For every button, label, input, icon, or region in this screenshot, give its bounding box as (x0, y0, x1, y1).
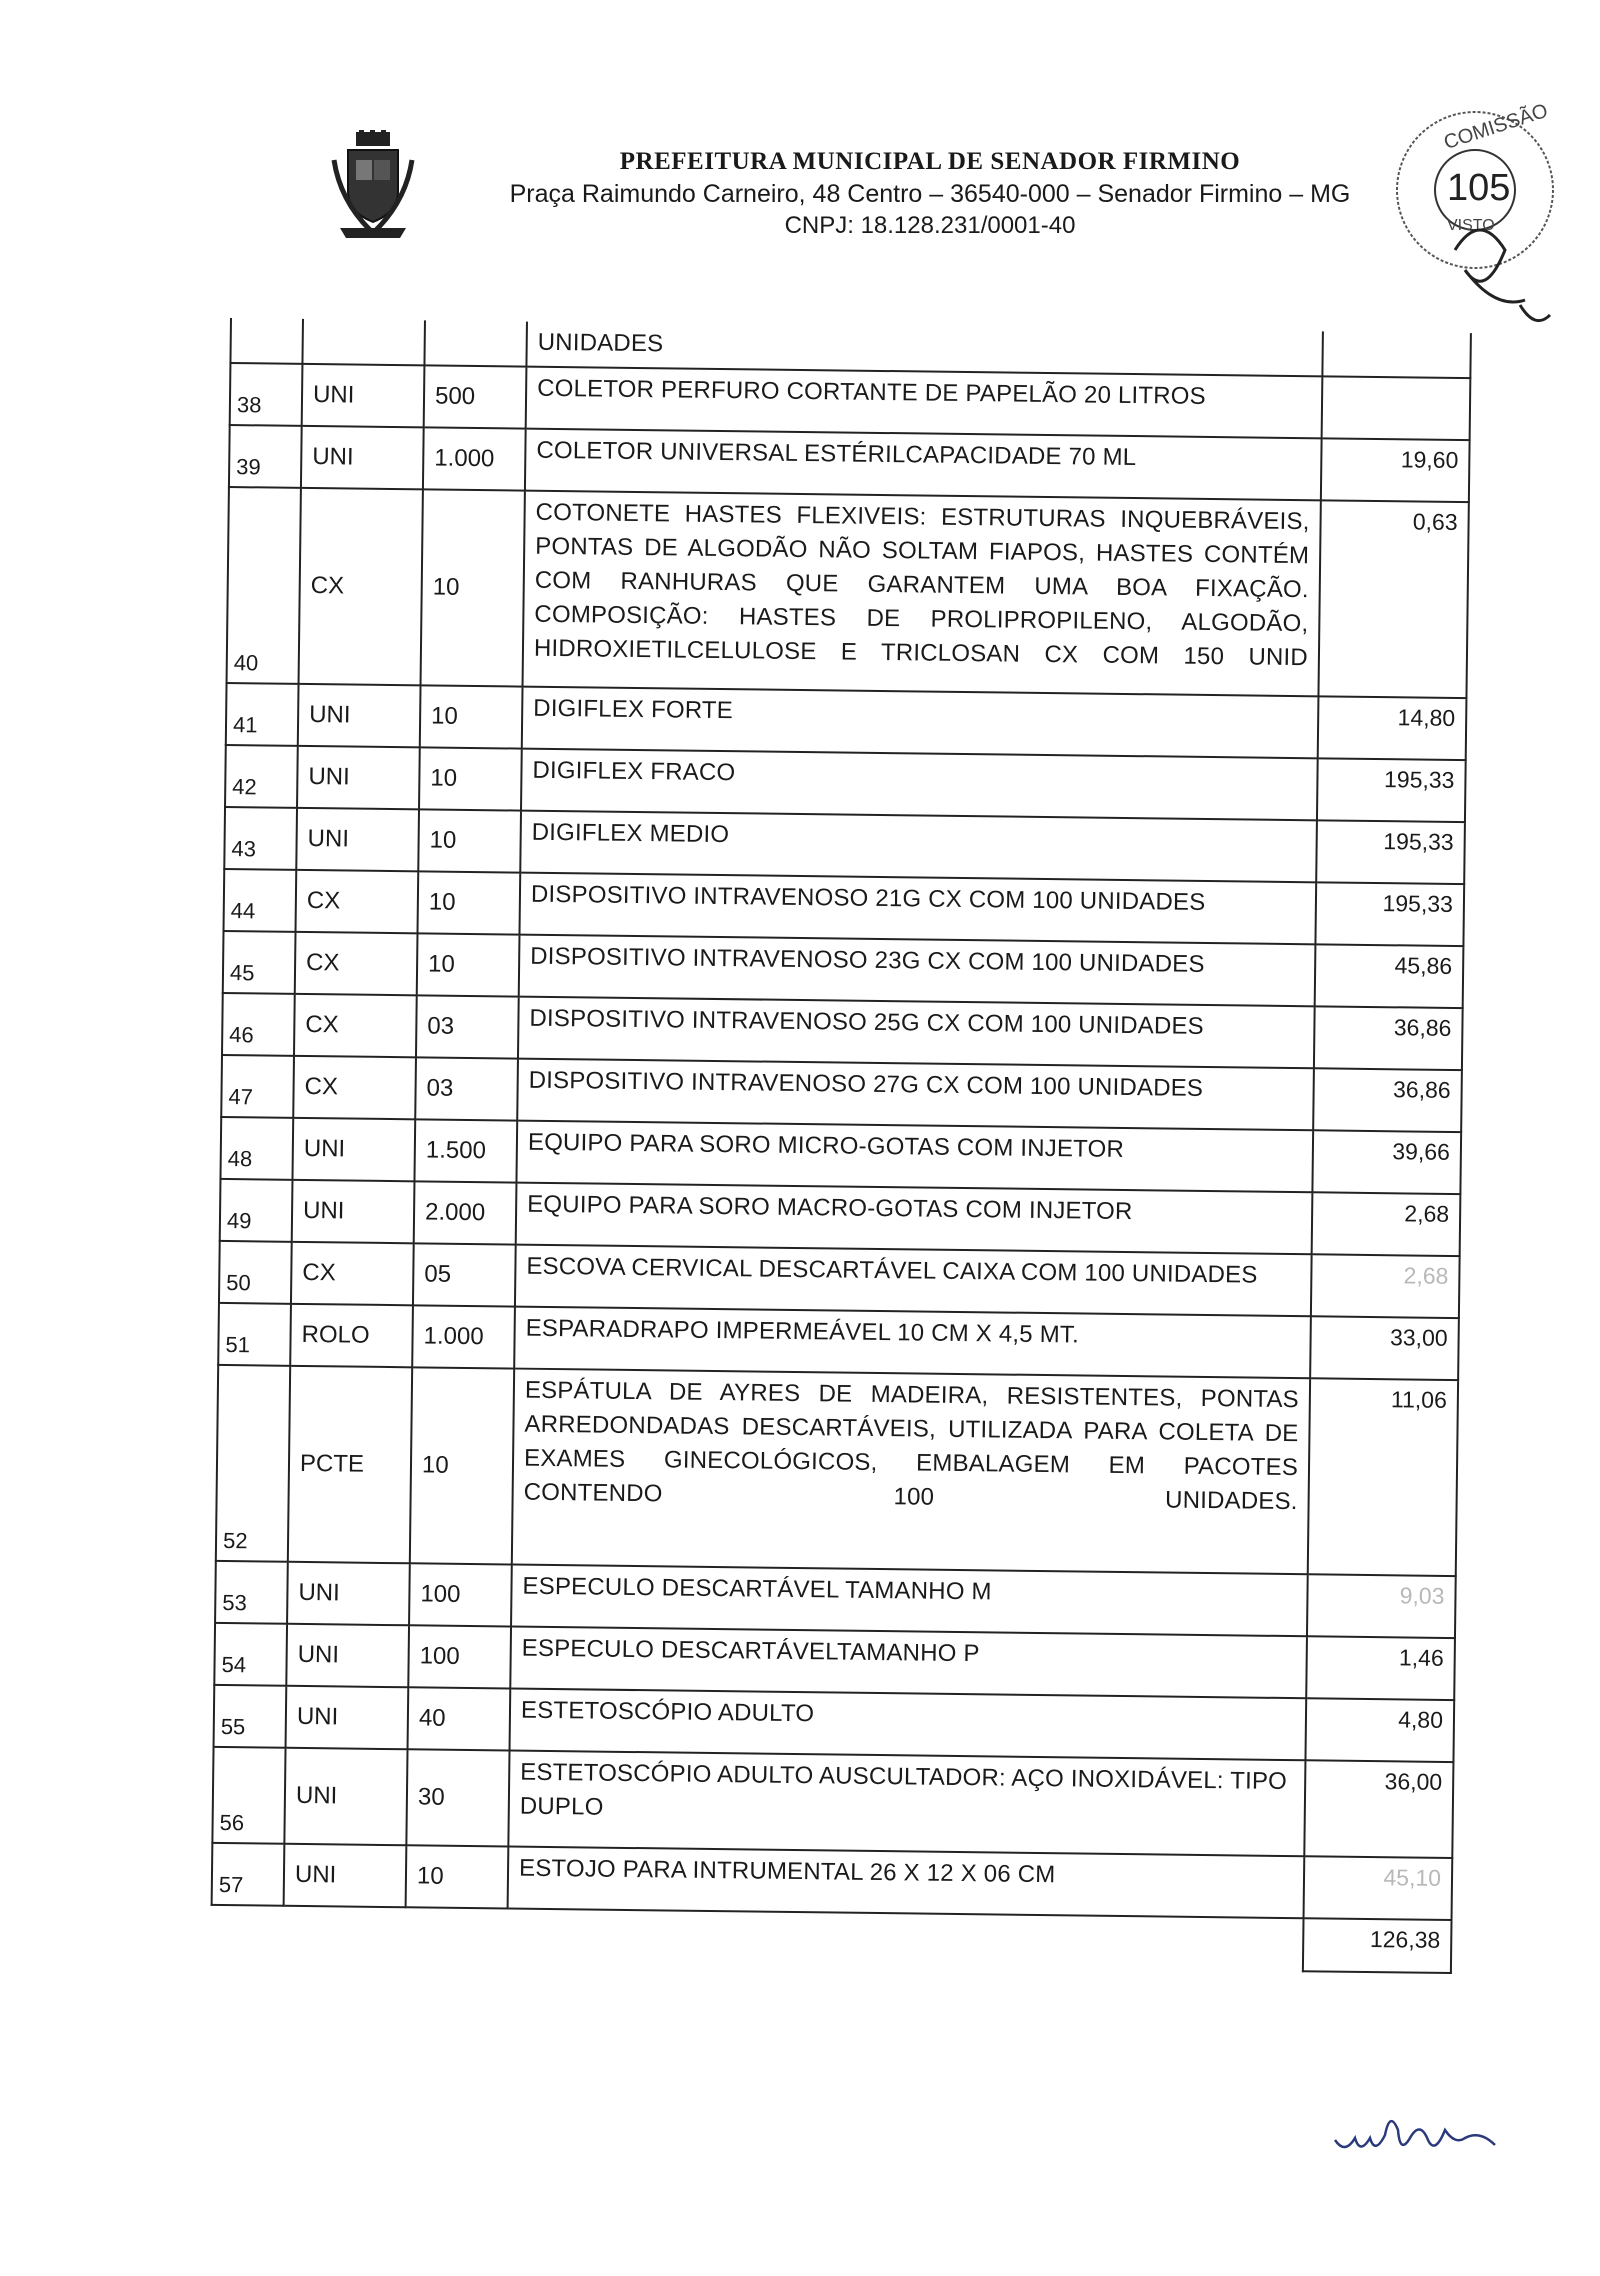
price-cell: 9,03 (1307, 1574, 1456, 1638)
price-cell: 195,33 (1316, 820, 1465, 884)
quantity-cell: 500 (424, 365, 527, 428)
continued-description: UNIDADES (526, 322, 1322, 377)
item-number: 41 (226, 683, 299, 746)
price-cell: 36,86 (1313, 1068, 1462, 1132)
item-number: 55 (214, 1685, 287, 1748)
description-cell: DIGIFLEX FORTE (522, 687, 1319, 759)
item-number: 45 (223, 931, 296, 994)
commission-stamp (1385, 100, 1565, 330)
stamp-label: COMISSÃO (1441, 100, 1551, 155)
unit-cell: UNI (302, 364, 425, 427)
table-row (216, 1365, 1458, 1576)
table-row (212, 1747, 1453, 1858)
quantity-cell: 10 (406, 1845, 509, 1908)
stamp-number: 105 (1447, 167, 1511, 209)
description-cell: ESTETOSCÓPIO ADULTO (510, 1689, 1307, 1761)
quantity-cell: 1.000 (423, 427, 526, 490)
item-number: 44 (224, 869, 297, 932)
items-table (210, 318, 1472, 1974)
price-cell: 33,00 (1310, 1316, 1459, 1380)
stamp-lower: VISTO (1447, 217, 1495, 234)
description-cell: ESCOVA CERVICAL DESCARTÁVEL CAIXA COM 100 UNIDADES (515, 1245, 1312, 1317)
unit-cell: UNI (301, 426, 424, 489)
cnpj-line: CNPJ: 18.128.231/0001-40 (784, 212, 1076, 239)
letterhead (0, 130, 1600, 260)
price-cell: 195,33 (1317, 758, 1466, 822)
description-cell: ESPECULO DESCARTÁVEL TAMANHO M (511, 1565, 1308, 1637)
item-number: 39 (229, 425, 302, 488)
price-cell: 2,68 (1312, 1192, 1461, 1256)
description-cell: COLETOR PERFURO CORTANTE DE PAPELÃO 20 LITROS (526, 367, 1323, 439)
unit-cell: UNI (297, 746, 420, 809)
description-cell: COLETOR UNIVERSAL ESTÉRILCAPACIDADE 70 ML (525, 429, 1322, 501)
unit-cell: UNI (292, 1180, 415, 1243)
item-number: 43 (224, 807, 297, 870)
item-number: 50 (219, 1241, 292, 1304)
price-cell: 11,06 (1308, 1378, 1458, 1576)
price-cell: 195,33 (1315, 882, 1464, 946)
quantity-cell: 10 (410, 1367, 514, 1564)
table-row (227, 487, 1469, 698)
unit-cell: UNI (296, 808, 419, 871)
description-cell: DISPOSITIVO INTRAVENOSO 23G CX COM 100 UNIDADES (519, 935, 1316, 1007)
item-number: 42 (225, 745, 298, 808)
description-cell: EQUIPO PARA SORO MICRO-GOTAS COM INJETOR (516, 1121, 1313, 1193)
price-cell: 4,80 (1305, 1698, 1454, 1762)
quantity-cell: 40 (408, 1687, 511, 1750)
item-number: 56 (212, 1747, 285, 1844)
unit-cell: UNI (286, 1624, 409, 1687)
municipality-title: PREFEITURA MUNICIPAL DE SENADOR FIRMINO (619, 148, 1241, 175)
unit-cell: CX (294, 994, 417, 1057)
item-number: 47 (221, 1055, 294, 1118)
description-cell: ESTETOSCÓPIO ADULTO AUSCULTADOR: AÇO INOXIDÁVEL: TIPO DUPLO (508, 1751, 1305, 1857)
signature (1330, 2100, 1500, 2170)
item-number: 48 (220, 1117, 293, 1180)
item-number: 54 (214, 1623, 287, 1686)
item-number: 46 (222, 993, 295, 1056)
quantity-cell: 10 (420, 685, 523, 748)
description-cell: DISPOSITIVO INTRAVENOSO 21G CX COM 100 UNIDADES (519, 873, 1316, 945)
unit-cell: UNI (292, 1118, 415, 1181)
quantity-cell: 10 (419, 747, 522, 810)
quantity-cell: 10 (418, 809, 521, 872)
description-cell: DISPOSITIVO INTRAVENOSO 27G CX COM 100 UNIDADES (517, 1059, 1314, 1131)
price-cell: 0,63 (1318, 500, 1468, 698)
unit-cell: UNI (284, 1844, 407, 1907)
price-cell: 36,86 (1314, 1006, 1463, 1070)
unit-cell: ROLO (290, 1304, 413, 1367)
quantity-cell: 10 (417, 871, 520, 934)
quantity-cell: 10 (421, 489, 525, 686)
price-cell: 14,80 (1318, 696, 1467, 760)
quantity-cell: 05 (413, 1243, 516, 1306)
coat-of-arms-icon (330, 130, 416, 240)
description-cell: ESPECULO DESCARTÁVELTAMANHO P (510, 1627, 1307, 1699)
unit-cell: PCTE (288, 1366, 412, 1563)
item-number: 40 (227, 487, 301, 684)
description-cell: ESPARADRAPO IMPERMEÁVEL 10 CM X 4,5 MT. (514, 1307, 1311, 1379)
unit-cell: CX (296, 870, 419, 933)
price-cell: 36,00 (1304, 1760, 1453, 1858)
unit-cell: UNI (284, 1748, 407, 1845)
quantity-cell: 1.500 (414, 1119, 517, 1182)
quantity-cell: 100 (408, 1625, 511, 1688)
price-cell: 45,86 (1315, 944, 1464, 1008)
price-cell: 19,60 (1321, 438, 1470, 502)
item-number: 57 (212, 1843, 285, 1906)
unit-cell: UNI (286, 1686, 409, 1749)
description-cell: ESTOJO PARA INTRUMENTAL 26 X 12 X 06 CM (508, 1847, 1305, 1919)
description-cell: ESPÁTULA DE AYRES DE MADEIRA, RESISTENTES, PONTAS ARREDONDADAS DESCARTÁVEIS, UTILIZADA PARA COLETA DE EXAMES GINECOLÓGICOS, EMBALAGEM EM PACOTES CONTENDO 100 UNIDADES. (512, 1369, 1310, 1575)
unit-cell: CX (293, 1056, 416, 1119)
item-number: 38 (230, 363, 303, 426)
price-cell: 39,66 (1312, 1130, 1461, 1194)
quantity-cell: 1.000 (412, 1305, 515, 1368)
item-number: 52 (216, 1365, 290, 1562)
description-cell: COTONETE HASTES FLEXIVEIS: ESTRUTURAS INQUEBRÁVEIS, PONTAS DE ALGODÃO NÃO SOLTAM FIAPOS, HASTES CONTÉM COM RANHURAS QUE GARANTEM UMA BOA FIXAÇÃO. COMPOSIÇÃO: HASTES DE PROLIPROPILENO, ALGODÃO, HIDROXIETILCELULOSE E TRICLOSAN CX COM 150 UNID (523, 491, 1321, 697)
price-cell: 45,10 (1304, 1856, 1453, 1920)
unit-cell: UNI (287, 1562, 410, 1625)
quantity-cell: 03 (416, 995, 519, 1058)
quantity-cell: 30 (406, 1749, 509, 1846)
price-cell: 1,46 (1306, 1636, 1455, 1700)
quantity-cell: 03 (415, 1057, 518, 1120)
unit-cell: CX (291, 1242, 414, 1305)
quantity-cell: 100 (409, 1563, 512, 1626)
item-number: 49 (220, 1179, 293, 1242)
address-line: Praça Raimundo Carneiro, 48 Centro – 36540-000 – Senador Firmino – MG (509, 180, 1351, 208)
unit-cell: CX (295, 932, 418, 995)
price-cell (1322, 376, 1471, 440)
description-cell: EQUIPO PARA SORO MACRO-GOTAS COM INJETOR (516, 1183, 1313, 1255)
trailing-price: 126,38 (1303, 1918, 1452, 1973)
item-number: 53 (215, 1561, 288, 1624)
item-number: 51 (218, 1303, 291, 1366)
price-cell: 2,68 (1311, 1254, 1460, 1318)
description-cell: DISPOSITIVO INTRAVENOSO 25G CX COM 100 UNIDADES (518, 997, 1315, 1069)
quantity-cell: 2.000 (414, 1181, 517, 1244)
quantity-cell: 10 (417, 933, 520, 996)
description-cell: DIGIFLEX MEDIO (520, 811, 1317, 883)
unit-cell: UNI (298, 684, 421, 747)
description-cell: DIGIFLEX FRACO (521, 749, 1318, 821)
unit-cell: CX (299, 488, 423, 685)
